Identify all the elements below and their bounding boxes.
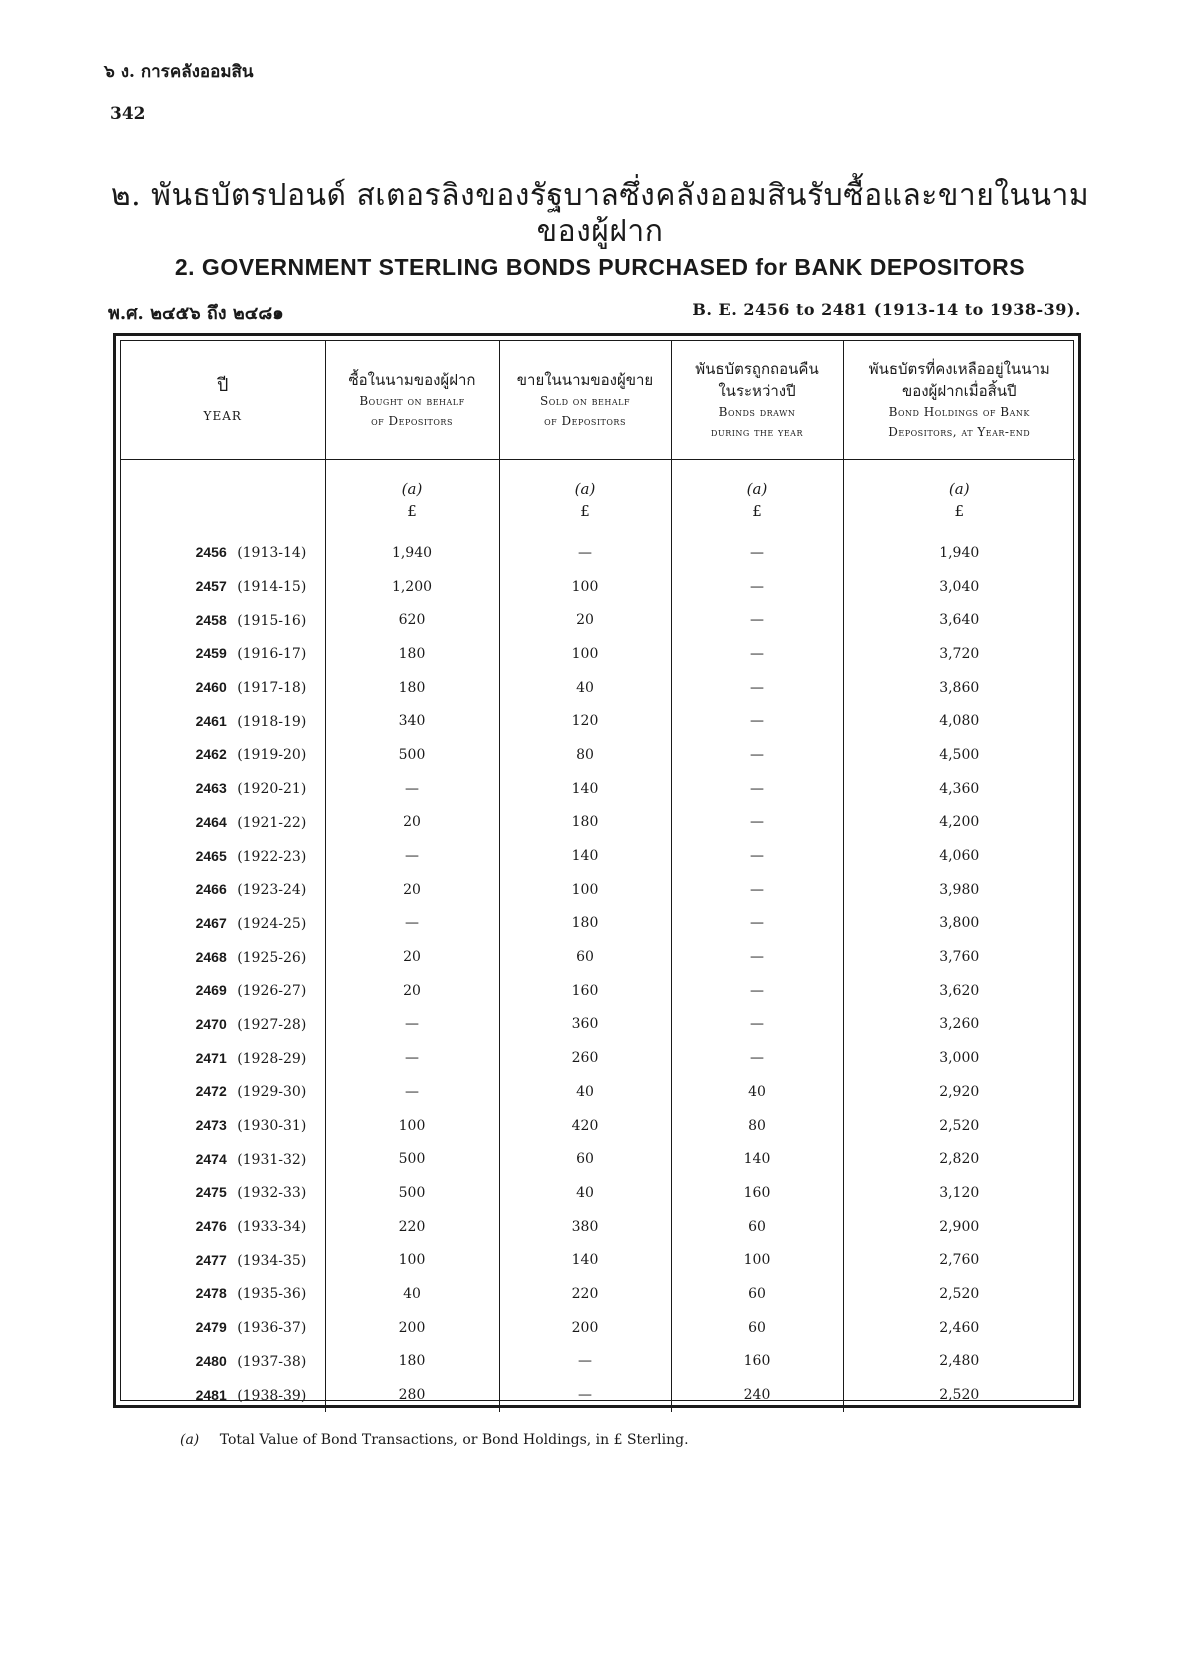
bought-cell: 180 [325, 1345, 499, 1379]
title-english: 2. GOVERNMENT STERLING BONDS PURCHASED for BANK DEPOSITORS [174, 254, 1026, 280]
sold-cell: 160 [499, 974, 671, 1008]
drawn-cell: 160 [671, 1345, 843, 1379]
year-cell [121, 1142, 325, 1176]
table-row [121, 1243, 1075, 1277]
header-bought-thai: ซื้อในนามของผู้ฝาก [348, 371, 476, 389]
bought-cell: — [325, 772, 499, 806]
holdings-cell: 2,520 [843, 1109, 1075, 1143]
year-be: 2459 [195, 645, 227, 662]
table-row [121, 671, 1075, 705]
year-be: 2464 [195, 813, 227, 830]
year-be: 2469 [195, 982, 227, 999]
holdings-cell: 3,000 [843, 1041, 1075, 1075]
table-row [121, 1109, 1075, 1143]
currency-holdings: £ [843, 498, 1075, 524]
bonds-table-inner [120, 340, 1074, 1404]
header-bought [325, 341, 499, 460]
year-be: 2458 [195, 611, 227, 628]
sold-cell: — [499, 1378, 671, 1412]
year-cell [121, 671, 325, 705]
drawn-cell: 100 [671, 1243, 843, 1277]
year-cell [121, 873, 325, 907]
holdings-cell: 4,500 [843, 738, 1075, 772]
sold-cell: 200 [499, 1311, 671, 1345]
bought-cell: 280 [325, 1378, 499, 1412]
year-be: 2476 [195, 1218, 227, 1235]
drawn-cell: — [671, 603, 843, 637]
year-cell [121, 1277, 325, 1311]
spacer-cell [671, 524, 843, 536]
table-body [121, 460, 1075, 1412]
footnote [180, 1432, 689, 1448]
year-be: 2465 [195, 847, 227, 864]
sold-cell: 260 [499, 1041, 671, 1075]
year-ad: (1931-32) [237, 1151, 307, 1168]
table-row [121, 1277, 1075, 1311]
drawn-cell: — [671, 839, 843, 873]
year-be: 2462 [195, 746, 227, 763]
year-cell [121, 738, 325, 772]
bought-cell: — [325, 1041, 499, 1075]
year-ad: (1929-30) [237, 1084, 307, 1101]
sold-cell: 360 [499, 1008, 671, 1042]
holdings-cell: 4,080 [843, 704, 1075, 738]
holdings-cell: 4,060 [843, 839, 1075, 873]
unit-note-bought: (a) [325, 460, 499, 499]
table-row [121, 704, 1075, 738]
year-cell [121, 1378, 325, 1412]
holdings-cell: 2,520 [843, 1378, 1075, 1412]
sold-cell: 100 [499, 637, 671, 671]
year-cell [121, 570, 325, 604]
holdings-cell: 3,720 [843, 637, 1075, 671]
year-cell [121, 974, 325, 1008]
holdings-cell: 4,360 [843, 772, 1075, 806]
year-cell [121, 1243, 325, 1277]
bought-cell: 100 [325, 1109, 499, 1143]
drawn-cell: — [671, 940, 843, 974]
year-cell [121, 839, 325, 873]
holdings-cell: 2,520 [843, 1277, 1075, 1311]
sold-cell: 120 [499, 704, 671, 738]
bought-cell: 500 [325, 1142, 499, 1176]
year-ad: (1925-26) [237, 949, 307, 966]
title-thai: ๒. พันธบัตรปอนด์ สเตอรลิงของรัฐบาลซึ่งคลังออมสินรับซื้อและขายในนามของผู้ฝาก [110, 178, 1090, 249]
holdings-cell: 3,260 [843, 1008, 1075, 1042]
header-sold-thai: ขายในนามของผู้ขาย [516, 371, 654, 389]
currency-row [121, 498, 1075, 524]
drawn-cell: — [671, 1041, 843, 1075]
year-cell [121, 1075, 325, 1109]
spacer-cell [843, 524, 1075, 536]
year-be: 2478 [195, 1285, 227, 1302]
bought-cell: — [325, 1075, 499, 1109]
sold-cell: 100 [499, 570, 671, 604]
table-row [121, 1311, 1075, 1345]
drawn-cell: — [671, 806, 843, 840]
currency-bought: £ [325, 498, 499, 524]
year-cell [121, 1109, 325, 1143]
holdings-cell: 2,920 [843, 1075, 1075, 1109]
spacer-cell [499, 524, 671, 536]
table-row [121, 772, 1075, 806]
bought-cell: 20 [325, 806, 499, 840]
sold-cell: — [499, 1345, 671, 1379]
year-be: 2463 [195, 780, 227, 797]
year-be: 2468 [195, 948, 227, 965]
sold-cell: 420 [499, 1109, 671, 1143]
spacer-cell [121, 524, 325, 536]
year-cell [121, 1041, 325, 1075]
drawn-cell: 80 [671, 1109, 843, 1143]
year-ad: (1922-23) [237, 848, 307, 865]
year-ad: (1918-19) [237, 713, 307, 730]
year-cell [121, 637, 325, 671]
sold-cell: 80 [499, 738, 671, 772]
unit-note-drawn: (a) [671, 460, 843, 499]
drawn-cell: — [671, 671, 843, 705]
year-be: 2481 [195, 1386, 227, 1403]
drawn-cell: — [671, 772, 843, 806]
unit-note-holdings: (a) [843, 460, 1075, 499]
drawn-cell: 60 [671, 1311, 843, 1345]
sold-cell: 40 [499, 1176, 671, 1210]
drawn-cell: — [671, 704, 843, 738]
table-row [121, 603, 1075, 637]
title-block [100, 178, 1100, 282]
header-holdings-thai-1: พันธบัตรที่คงเหลืออยู่ในนาม [868, 360, 1050, 378]
bought-cell: 1,200 [325, 570, 499, 604]
year-be: 2471 [195, 1049, 227, 1066]
year-be: 2477 [195, 1251, 227, 1268]
header-year-english: YEAR [203, 409, 242, 423]
header-row [121, 341, 1075, 460]
header-holdings-english-2: Depositors, at Year-end [888, 425, 1031, 439]
year-be: 2460 [195, 679, 227, 696]
sold-cell: — [499, 536, 671, 570]
bonds-table [121, 341, 1075, 1412]
holdings-cell: 2,900 [843, 1210, 1075, 1244]
year-ad: (1933-34) [237, 1219, 307, 1236]
header-holdings [843, 341, 1075, 460]
drawn-cell: 60 [671, 1277, 843, 1311]
year-cell [121, 704, 325, 738]
year-cell [121, 536, 325, 570]
table-row [121, 1345, 1075, 1379]
bought-cell: 620 [325, 603, 499, 637]
table-row [121, 1041, 1075, 1075]
table-row [121, 1210, 1075, 1244]
holdings-cell: 3,120 [843, 1176, 1075, 1210]
header-drawn [671, 341, 843, 460]
year-be: 2474 [195, 1150, 227, 1167]
bought-cell: — [325, 1008, 499, 1042]
spacer-cell [325, 524, 499, 536]
year-cell [121, 1210, 325, 1244]
drawn-cell: — [671, 1008, 843, 1042]
year-cell [121, 772, 325, 806]
bought-cell: 220 [325, 1210, 499, 1244]
bought-cell: — [325, 839, 499, 873]
year-ad: (1913-14) [237, 545, 307, 562]
holdings-cell: 2,820 [843, 1142, 1075, 1176]
holdings-cell: 2,460 [843, 1311, 1075, 1345]
sold-cell: 100 [499, 873, 671, 907]
holdings-cell: 3,860 [843, 671, 1075, 705]
bought-cell: 1,940 [325, 536, 499, 570]
currency-cell-year [121, 498, 325, 524]
period-thai: พ.ศ. ๒๔๕๖ ถึง ๒๔๘๑ [108, 303, 284, 324]
header-year [121, 341, 325, 460]
year-ad: (1928-29) [237, 1050, 307, 1067]
holdings-cell: 2,480 [843, 1345, 1075, 1379]
year-ad: (1937-38) [237, 1353, 307, 1370]
year-be: 2472 [195, 1083, 227, 1100]
drawn-cell: — [671, 907, 843, 941]
year-cell [121, 1345, 325, 1379]
bought-cell: 180 [325, 671, 499, 705]
year-be: 2479 [195, 1319, 227, 1336]
sold-cell: 140 [499, 1243, 671, 1277]
year-cell [121, 1008, 325, 1042]
bonds-table-frame [113, 333, 1081, 1408]
table-row [121, 806, 1075, 840]
table-row [121, 536, 1075, 570]
header-holdings-thai-2: ของผู้ฝากเมื่อสิ้นปี [901, 382, 1017, 400]
year-cell [121, 1176, 325, 1210]
header-bought-english-1: Bought on behalf [359, 394, 465, 408]
unit-note-sold: (a) [499, 460, 671, 499]
table-row [121, 940, 1075, 974]
bought-cell: 200 [325, 1311, 499, 1345]
year-cell [121, 1311, 325, 1345]
bought-cell: 500 [325, 1176, 499, 1210]
sold-cell: 180 [499, 806, 671, 840]
holdings-cell: 1,940 [843, 536, 1075, 570]
holdings-cell: 4,200 [843, 806, 1075, 840]
table-row [121, 839, 1075, 873]
header-sold-english-2: of Depositors [544, 414, 626, 428]
drawn-cell: 140 [671, 1142, 843, 1176]
year-ad: (1916-17) [237, 646, 307, 663]
bought-cell: 20 [325, 873, 499, 907]
drawn-cell: — [671, 738, 843, 772]
holdings-cell: 2,760 [843, 1243, 1075, 1277]
year-be: 2475 [195, 1184, 227, 1201]
year-be: 2470 [195, 1015, 227, 1032]
year-ad: (1915-16) [237, 612, 307, 629]
year-be: 2461 [195, 712, 227, 729]
footnote-mark: (a) [180, 1432, 200, 1448]
holdings-cell: 3,980 [843, 873, 1075, 907]
year-ad: (1914-15) [237, 579, 307, 596]
header-sold [499, 341, 671, 460]
drawn-cell: — [671, 873, 843, 907]
unit-row [121, 460, 1075, 499]
table-row [121, 1142, 1075, 1176]
year-ad: (1926-27) [237, 983, 307, 1000]
drawn-cell: 160 [671, 1176, 843, 1210]
year-cell [121, 907, 325, 941]
holdings-cell: 3,040 [843, 570, 1075, 604]
sold-cell: 140 [499, 839, 671, 873]
sold-cell: 380 [499, 1210, 671, 1244]
table-row [121, 570, 1075, 604]
sold-cell: 180 [499, 907, 671, 941]
drawn-cell: — [671, 570, 843, 604]
holdings-cell: 3,640 [843, 603, 1075, 637]
sold-cell: 220 [499, 1277, 671, 1311]
bought-cell: 40 [325, 1277, 499, 1311]
year-cell [121, 940, 325, 974]
year-be: 2467 [195, 914, 227, 931]
year-ad: (1921-22) [237, 814, 307, 831]
holdings-cell: 3,760 [843, 940, 1075, 974]
header-drawn-english-1: Bonds drawn [718, 405, 796, 419]
sold-cell: 60 [499, 1142, 671, 1176]
year-ad: (1930-31) [237, 1118, 307, 1135]
footnote-text: Total Value of Bond Transactions, or Bond Holdings, in £ Sterling. [219, 1432, 689, 1448]
header-drawn-english-2: during the year [711, 425, 803, 439]
drawn-cell: — [671, 536, 843, 570]
table-row [121, 1008, 1075, 1042]
year-ad: (1923-24) [237, 882, 307, 899]
section-label: ๖ ง. การคลังออมสิน [104, 62, 254, 82]
holdings-cell: 3,800 [843, 907, 1075, 941]
currency-drawn: £ [671, 498, 843, 524]
header-year-thai: ปี [217, 375, 229, 396]
spacer-row [121, 524, 1075, 536]
year-be: 2466 [195, 881, 227, 898]
bought-cell: 500 [325, 738, 499, 772]
table-row [121, 907, 1075, 941]
holdings-cell: 3,620 [843, 974, 1075, 1008]
bought-cell: 20 [325, 974, 499, 1008]
header-holdings-english-1: Bond Holdings of Bank [888, 405, 1030, 419]
year-ad: (1934-35) [237, 1252, 307, 1269]
bought-cell: 100 [325, 1243, 499, 1277]
drawn-cell: 60 [671, 1210, 843, 1244]
drawn-cell: 240 [671, 1378, 843, 1412]
currency-sold: £ [499, 498, 671, 524]
year-ad: (1938-39) [237, 1387, 307, 1404]
sold-cell: 40 [499, 1075, 671, 1109]
year-ad: (1919-20) [237, 747, 307, 764]
table-row [121, 974, 1075, 1008]
drawn-cell: 40 [671, 1075, 843, 1109]
header-drawn-thai-1: พันธบัตรถูกถอนคืน [695, 360, 819, 378]
unit-cell-year [121, 460, 325, 499]
year-be: 2480 [195, 1352, 227, 1369]
period-english: B. E. 2456 to 2481 (1913-14 to 1938-39). [692, 300, 1081, 319]
page-number: 342 [110, 104, 146, 124]
table-row [121, 738, 1075, 772]
year-ad: (1932-33) [237, 1185, 307, 1202]
header-bought-english-2: of Depositors [371, 414, 453, 428]
header-sold-english-1: Sold on behalf [539, 394, 631, 408]
bought-cell: 180 [325, 637, 499, 671]
year-ad: (1935-36) [237, 1286, 307, 1303]
year-be: 2457 [195, 578, 227, 595]
year-ad: (1917-18) [237, 680, 307, 697]
year-ad: (1920-21) [237, 781, 307, 798]
sold-cell: 60 [499, 940, 671, 974]
table-row [121, 637, 1075, 671]
drawn-cell: — [671, 637, 843, 671]
bought-cell: 340 [325, 704, 499, 738]
sold-cell: 20 [499, 603, 671, 637]
table-row [121, 1378, 1075, 1412]
table-row [121, 1176, 1075, 1210]
drawn-cell: — [671, 974, 843, 1008]
year-be: 2473 [195, 1117, 227, 1134]
year-cell [121, 603, 325, 637]
year-ad: (1936-37) [237, 1320, 307, 1337]
table-row [121, 873, 1075, 907]
sold-cell: 40 [499, 671, 671, 705]
year-be: 2456 [195, 544, 227, 561]
year-cell [121, 806, 325, 840]
bought-cell: — [325, 907, 499, 941]
header-drawn-thai-2: ในระหว่างปี [718, 382, 796, 400]
year-ad: (1927-28) [237, 1016, 307, 1033]
year-ad: (1924-25) [237, 915, 307, 932]
sold-cell: 140 [499, 772, 671, 806]
table-row [121, 1075, 1075, 1109]
bought-cell: 20 [325, 940, 499, 974]
